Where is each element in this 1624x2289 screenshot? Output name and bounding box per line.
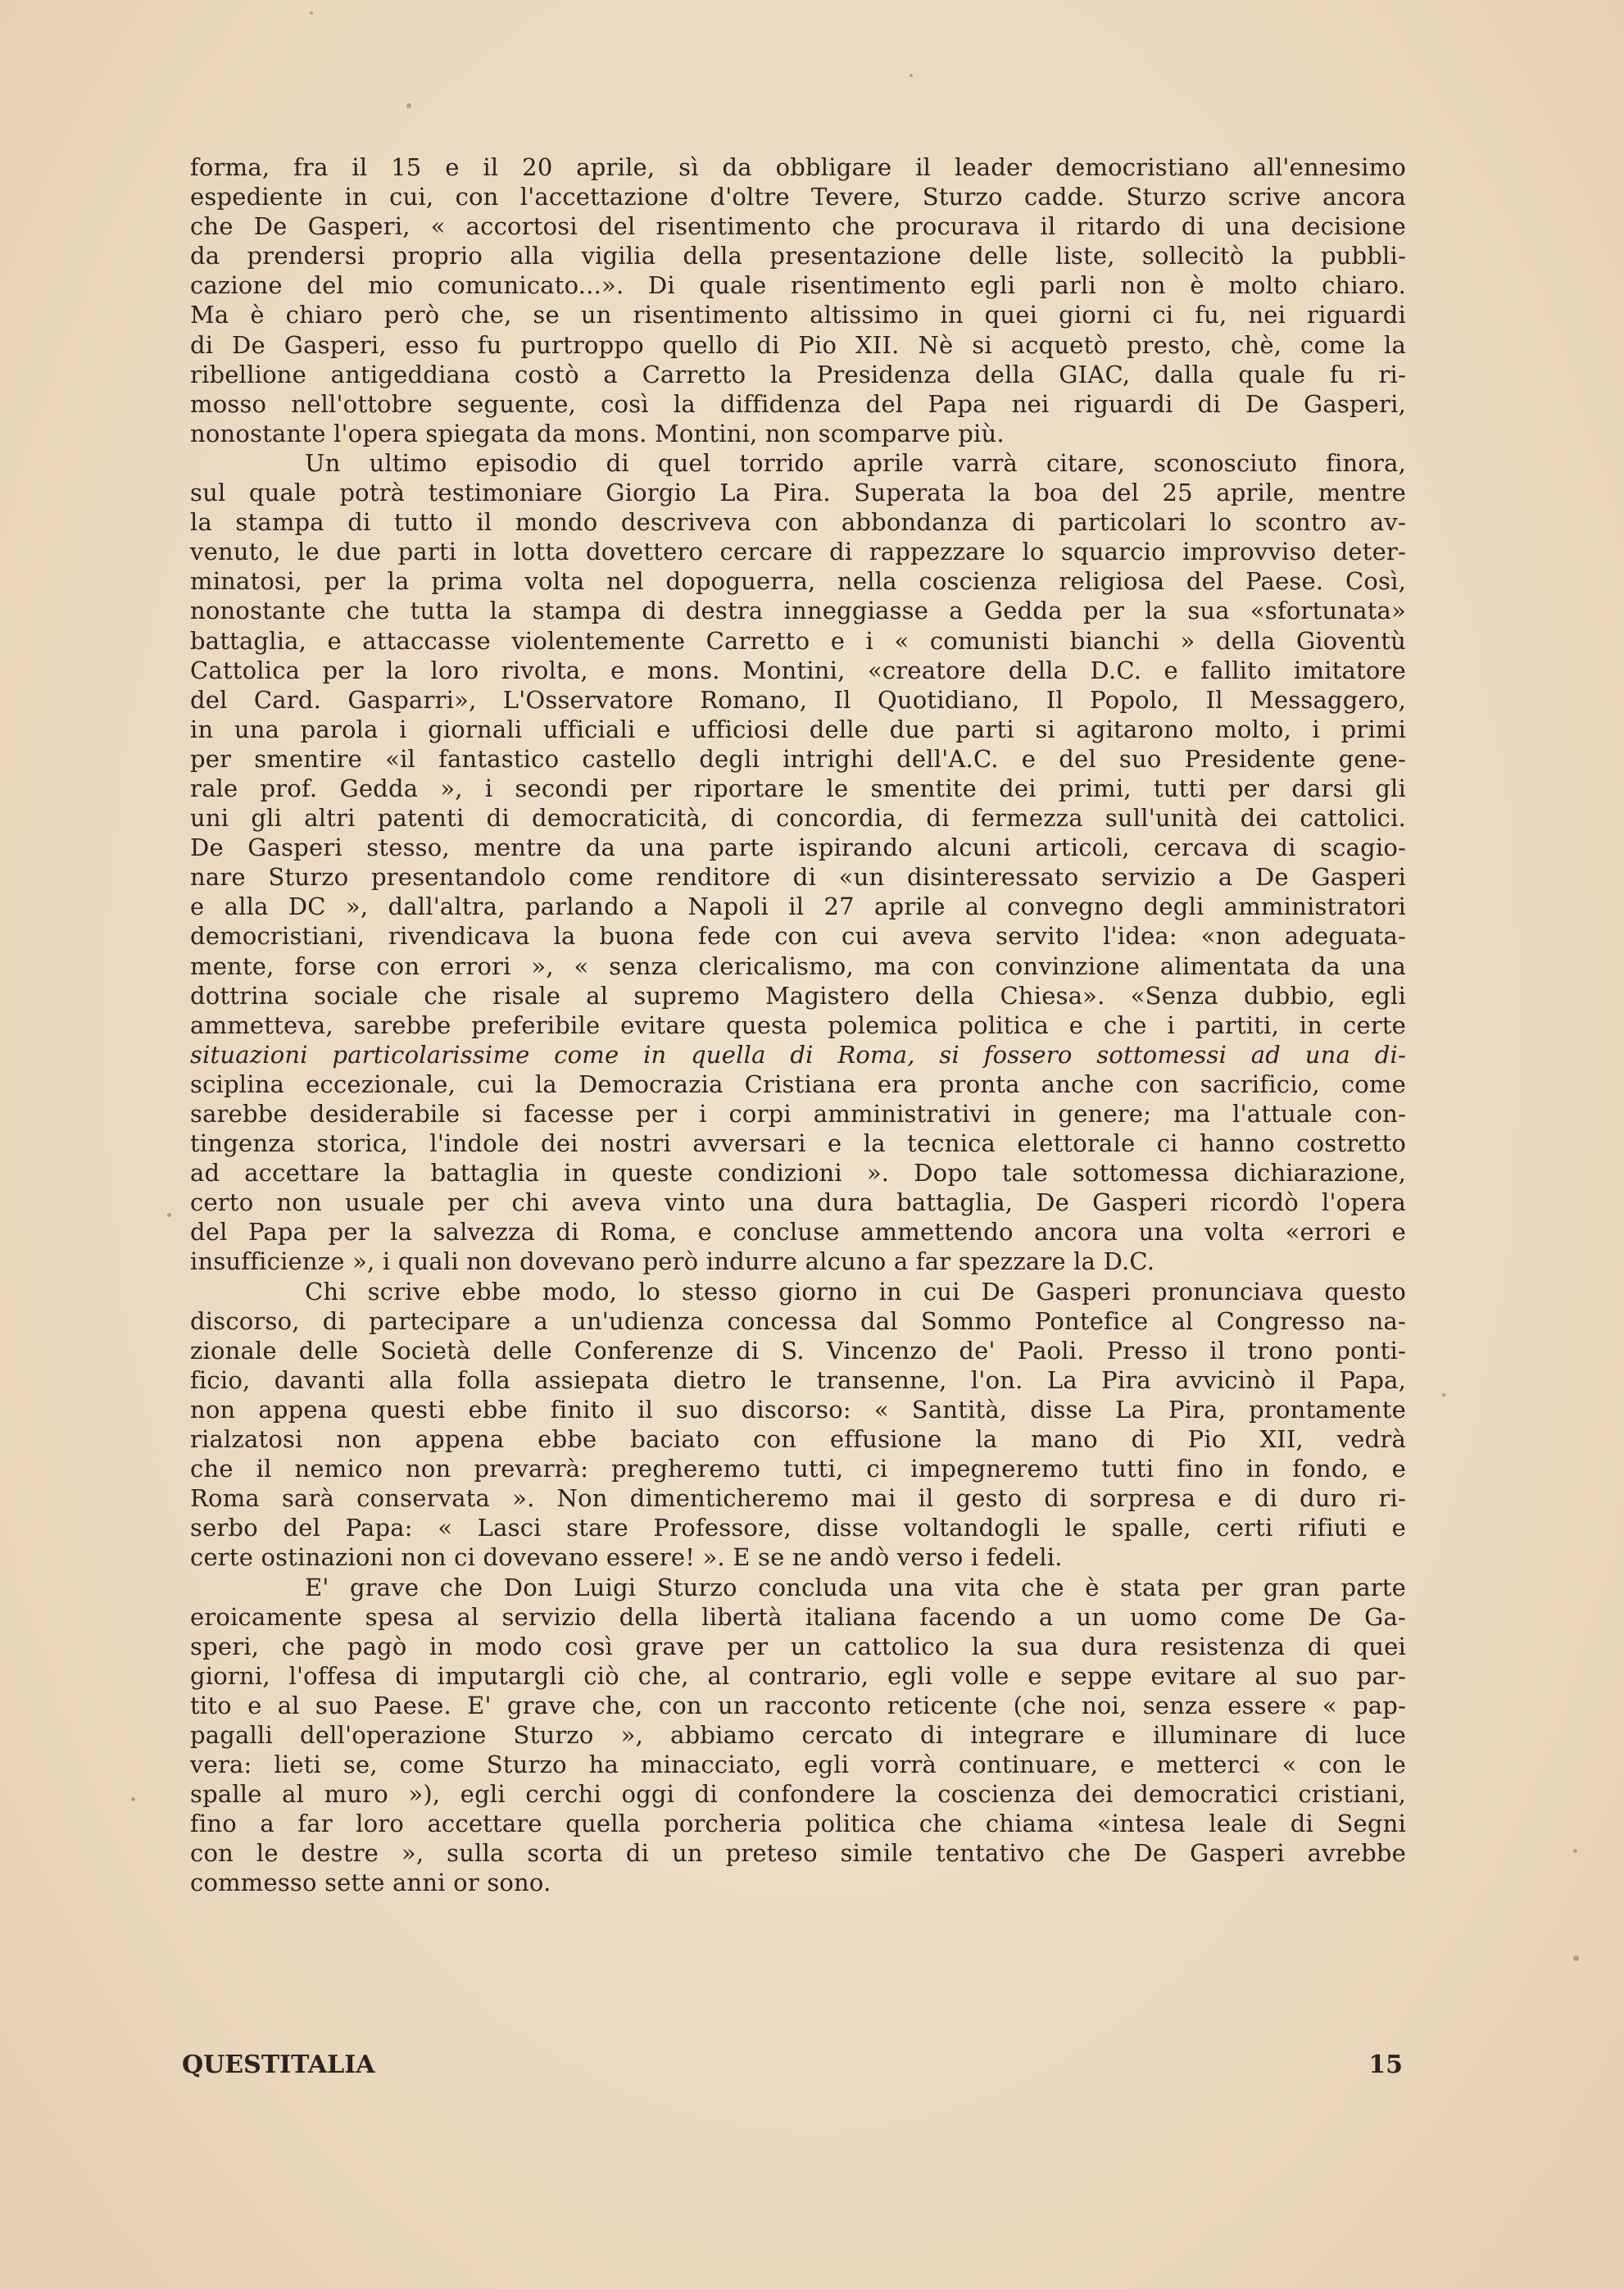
text-line: Roma sarà conservata ». Non dimenticheremo mai il gesto di sorpresa e di duro ri- <box>190 1484 1406 1513</box>
paper-speck <box>910 74 913 77</box>
text-line: mosso nell'ottobre seguente, così la diffidenza del Papa nei riguardi di De Gasperi, <box>190 389 1406 418</box>
text-line: insufficienze », i quali non dovevano però indurre alcuno a far spezzare la D.C. <box>190 1247 1155 1276</box>
text-line: ficio, davanti alla folla assiepata dietro le transenne, l'on. La Pira avvicinò il Papa, <box>190 1365 1406 1394</box>
paragraph <box>190 1573 1406 1898</box>
text-line: mente, forse con errori », « senza clericalismo, ma con convinzione alimentata da una <box>190 951 1406 980</box>
text-line: nonostante l'opera spiegata da mons. Montini, non scomparve più. <box>190 419 1005 447</box>
text-line: di De Gasperi, esso fu purtroppo quello di Pio XII. Nè si acquetò presto, chè, come la <box>190 330 1406 359</box>
paper-speck <box>1573 1849 1577 1853</box>
text-line: tito e al suo Paese. E' grave che, con un racconto reticente (che noi, senza essere « pap- <box>190 1691 1406 1719</box>
article-body <box>190 152 1406 1898</box>
text-line: sarebbe desiderabile si facesse per i corpi amministrativi in genere; ma l'attuale con- <box>190 1100 1406 1128</box>
paper-speck <box>131 1797 135 1801</box>
text-line: ribellione antigeddiana costò a Carretto la Presidenza della GIAC, dalla quale fu ri- <box>190 360 1406 388</box>
text-line: Un ultimo episodio di quel torrido aprile varrà citare, sconosciuto finora, <box>305 448 1406 477</box>
paragraph <box>190 1277 1406 1573</box>
paper-speck <box>406 103 411 108</box>
text-line: Cattolica per la loro rivolta, e mons. Montini, «creatore della D.C. e fallito imitatore <box>190 656 1406 684</box>
text-line: rialzatosi non appena ebbe baciato con effusione la mano di Pio XII, vedrà <box>190 1425 1406 1454</box>
paragraph <box>190 448 1406 1277</box>
text-line: che De Gasperi, « accortosi del risentimento che procurava il ritardo di una decisione <box>190 212 1406 241</box>
text-line: nare Sturzo presentandolo come renditore di «un disinteressato servizio a De Gasperi <box>190 863 1406 892</box>
paper-speck <box>1573 1955 1579 1961</box>
text-line: non appena questi ebbe finito il suo discorso: « Santità, disse La Pira, prontamente <box>190 1395 1406 1424</box>
text-line: certe ostinazioni non ci dovevano essere! ». E se ne andò verso i fedeli. <box>190 1543 1063 1572</box>
text-line: vera: lieti se, come Sturzo ha minacciato, egli vorrà continuare, e metterci « con le <box>190 1751 1406 1779</box>
text-line: certo non usuale per chi aveva vinto una dura battaglia, De Gasperi ricordò l'opera <box>190 1188 1406 1217</box>
text-line: venuto, le due parti in lotta dovettero cercare di rappezzare lo squarcio improvviso deter- <box>190 538 1406 566</box>
text-line: rale prof. Gedda », i secondi per riportare le smentite dei primi, tutti per darsi gli <box>190 774 1406 802</box>
text-line: giorni, l'offesa di imputargli ciò che, al contrario, egli volle e seppe evitare al suo par- <box>190 1661 1406 1690</box>
text-line: del Papa per la salvezza di Roma, e concluse ammettendo ancora una volta «errori e <box>190 1218 1406 1247</box>
text-line: serbo del Papa: « Lasci stare Professore, disse voltandogli le spalle, certi rifiuti e <box>190 1514 1406 1542</box>
text-line: ammetteva, sarebbe preferibile evitare questa polemica politica e che i partiti, in certe <box>190 1011 1406 1039</box>
text-line: in una parola i giornali ufficiali e ufficiosi delle due parti si agitarono molto, i primi <box>190 715 1406 743</box>
text-line: sul quale potrà testimoniare Giorgio La Pira. Superata la boa del 25 aprile, mentre <box>190 479 1406 507</box>
text-line: eroicamente spesa al servizio della libertà italiana facendo a un uomo come De Ga- <box>190 1602 1406 1631</box>
paragraph <box>190 152 1406 448</box>
text-line: Chi scrive ebbe modo, lo stesso giorno in cui De Gasperi pronunciava questo <box>305 1277 1406 1306</box>
magazine-name: QUESTITALIA <box>182 2051 375 2079</box>
text-line: del Card. Gasparri», L'Osservatore Romano, Il Quotidiano, Il Popolo, Il Messaggero, <box>190 685 1406 714</box>
text-line: commesso sette anni or sono. <box>190 1869 551 1897</box>
text-line: E' grave che Don Luigi Sturzo concluda una vita che è stata per gran parte <box>305 1573 1406 1601</box>
page-number: 15 <box>1368 2051 1403 2079</box>
text-line: minatosi, per la prima volta nel dopoguerra, nella coscienza religiosa del Paese. Così, <box>190 567 1406 596</box>
text-line: Ma è chiaro però che, se un risentimento altissimo in quei giorni ci fu, nei riguardi <box>190 301 1406 329</box>
text-line: da prendersi proprio alla vigilia della presentazione delle liste, sollecitò la pubbli- <box>190 242 1406 270</box>
text-line: battaglia, e attaccasse violentemente Carretto e i « comunisti bianchi » della Gioventù <box>190 626 1406 655</box>
page-footer <box>182 2051 1408 2083</box>
text-line: che il nemico non prevarrà: pregheremo tutti, ci impegneremo tutti fino in fondo, e <box>190 1455 1406 1483</box>
text-line: dottrina sociale che risale al supremo Magistero della Chiesa». «Senza dubbio, egli <box>190 981 1406 1010</box>
text-line: speri, che pagò in modo così grave per un cattolico la sua dura resistenza di quei <box>190 1632 1406 1660</box>
text-line: fino a far loro accettare quella porcheria politica che chiama «intesa leale di Segni <box>190 1810 1406 1838</box>
text-line: e alla DC », dall'altra, parlando a Napoli il 27 aprile al convegno degli amministratori <box>190 892 1406 921</box>
paper-speck <box>310 11 313 15</box>
text-line: pagalli dell'operazione Sturzo », abbiamo cercato di integrare e illuminare di luce <box>190 1720 1406 1749</box>
text-line: cazione del mio comunicato...». Di quale risentimento egli parli non è molto chiaro. <box>190 271 1406 300</box>
text-line: situazioni particolarissime come in quella di Roma, si fossero sottomessi ad una di- <box>190 1040 1406 1069</box>
paper-speck <box>167 1213 171 1217</box>
text-line: forma, fra il 15 e il 20 aprile, sì da obbligare il leader democristiano all'ennesimo <box>190 153 1406 181</box>
text-line: spalle al muro »), egli cerchi oggi di confondere la coscienza dei democratici cristiani, <box>190 1780 1406 1809</box>
text-line: espediente in cui, con l'accettazione d'oltre Tevere, Sturzo cadde. Sturzo scrive ancora <box>190 183 1406 211</box>
paper-speck <box>1442 1393 1445 1397</box>
text-line: De Gasperi stesso, mentre da una parte ispirando alcuni articoli, cercava di scagio- <box>190 833 1406 862</box>
text-line: nonostante che tutta la stampa di destra inneggiasse a Gedda per la sua «sfortunata» <box>190 597 1406 625</box>
text-line: uni gli altri patenti di democraticità, di concordia, di fermezza sull'unità dei cattolici. <box>190 804 1406 833</box>
text-line: tingenza storica, l'indole dei nostri avversari e la tecnica elettorale ci hanno costretto <box>190 1129 1406 1158</box>
text-line: sciplina eccezionale, cui la Democrazia Cristiana era pronta anche con sacrificio, come <box>190 1070 1406 1098</box>
text-line: discorso, di partecipare a un'udienza concessa dal Sommo Pontefice al Congresso na- <box>190 1306 1406 1335</box>
text-line: zionale delle Società delle Conferenze di S. Vincenzo de' Paoli. Presso il trono ponti- <box>190 1336 1406 1365</box>
text-line: ad accettare la battaglia in queste condizioni ». Dopo tale sottomessa dichiarazione, <box>190 1159 1406 1188</box>
text-line: per smentire «il fantastico castello degli intrighi dell'A.C. e del suo Presidente gene- <box>190 744 1406 773</box>
text-line: democristiani, rivendicava la buona fede con cui aveva servito l'idea: «non adeguata- <box>190 922 1406 951</box>
text-line: con le destre », sulla scorta di un preteso simile tentativo che De Gasperi avrebbe <box>190 1839 1406 1868</box>
text-line: la stampa di tutto il mondo descriveva con abbondanza di particolari lo scontro av- <box>190 508 1406 537</box>
